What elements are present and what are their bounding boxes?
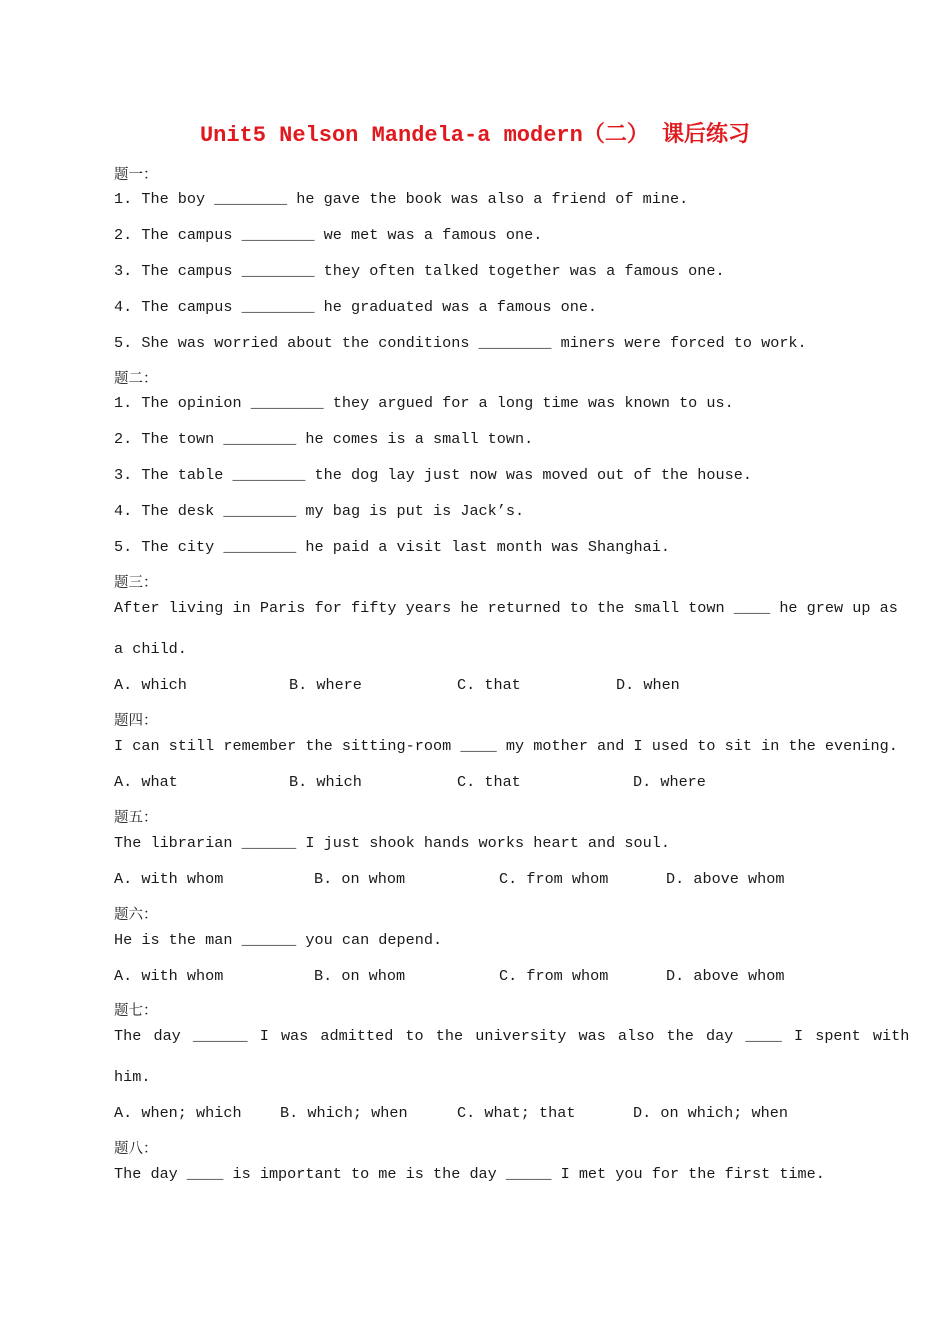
section-7-option-b: B. which; when <box>280 1104 408 1122</box>
section-6-option-c: C. from whom <box>499 967 609 985</box>
section-7-question-line-2: him. <box>114 1068 151 1086</box>
page-title: Unit5 Nelson Mandela-a modern（二） 课后练习 <box>199 123 751 148</box>
section-1-item-1: 1. The boy ________ he gave the book was also a friend of mine. <box>114 190 689 208</box>
section-2-item-1: 1. The opinion ________ they argued for a long time was known to us. <box>114 394 734 412</box>
section-6-option-a: A. with whom <box>114 967 224 985</box>
section-4-heading: 题四： <box>114 713 158 729</box>
section-3-option-a: A. which <box>114 676 187 694</box>
section-1-item-4: 4. The campus ________ he graduated was a famous one. <box>114 298 598 316</box>
section-5-option-a: A. with whom <box>114 870 224 888</box>
section-1-item-5: 5. She was worried about the conditions ________ miners were forced to work. <box>114 334 807 352</box>
section-8-question: The day ____ is important to me is the day _____ I met you for the first time. <box>114 1165 825 1183</box>
section-2-item-2: 2. The town ________ he comes is a small town. <box>114 430 534 448</box>
section-5-heading: 题五： <box>114 810 158 826</box>
section-4-option-d: D. where <box>633 773 706 791</box>
section-3-question-line-2: a child. <box>114 640 187 658</box>
section-1-item-3: 3. The campus ________ they often talked together was a famous one. <box>114 262 725 280</box>
section-2-item-5: 5. The city ________ he paid a visit last month was Shanghai. <box>114 538 670 556</box>
section-3-option-d: D. when <box>616 676 680 694</box>
section-2-heading: 题二： <box>114 371 158 387</box>
section-3-question-line-1: After living in Paris for fifty years he returned to the small town ____ he grew up as <box>114 599 898 617</box>
section-3-option-b: B. where <box>289 676 362 694</box>
section-4-option-c: C. that <box>457 773 521 791</box>
section-3-heading: 题三： <box>114 575 158 591</box>
section-4-option-b: B. which <box>289 773 362 791</box>
section-1-item-2: 2. The campus ________ we met was a famous one. <box>114 226 543 244</box>
section-4-question: I can still remember the sitting-room ____ my mother and I used to sit in the evening. <box>114 737 898 755</box>
section-5-question: The librarian ______ I just shook hands works heart and soul. <box>114 834 670 852</box>
section-8-heading: 题八： <box>114 1141 158 1157</box>
section-7-question-line-1: The day ______ I was admitted to the university was also the day ____ I spent with <box>114 1027 910 1045</box>
section-6-question: He is the man ______ you can depend. <box>114 931 443 949</box>
section-2-item-3: 3. The table ________ the dog lay just now was moved out of the house. <box>114 466 752 484</box>
section-6-option-b: B. on whom <box>314 967 406 985</box>
section-7-option-c: C. what; that <box>457 1104 576 1122</box>
section-3-option-c: C. that <box>457 676 521 694</box>
section-7-option-d: D. on which; when <box>633 1104 788 1122</box>
section-5-option-d: D. above whom <box>666 870 785 888</box>
section-5-option-b: B. on whom <box>314 870 406 888</box>
section-7-heading: 题七： <box>114 1003 158 1019</box>
section-4-option-a: A. what <box>114 773 178 791</box>
section-5-option-c: C. from whom <box>499 870 609 888</box>
section-6-heading: 题六： <box>114 907 158 923</box>
section-7-option-a: A. when; which <box>114 1104 242 1122</box>
section-2-item-4: 4. The desk ________ my bag is put is Jack’s. <box>114 502 525 520</box>
section-1-heading: 题一： <box>114 167 158 183</box>
section-6-option-d: D. above whom <box>666 967 785 985</box>
